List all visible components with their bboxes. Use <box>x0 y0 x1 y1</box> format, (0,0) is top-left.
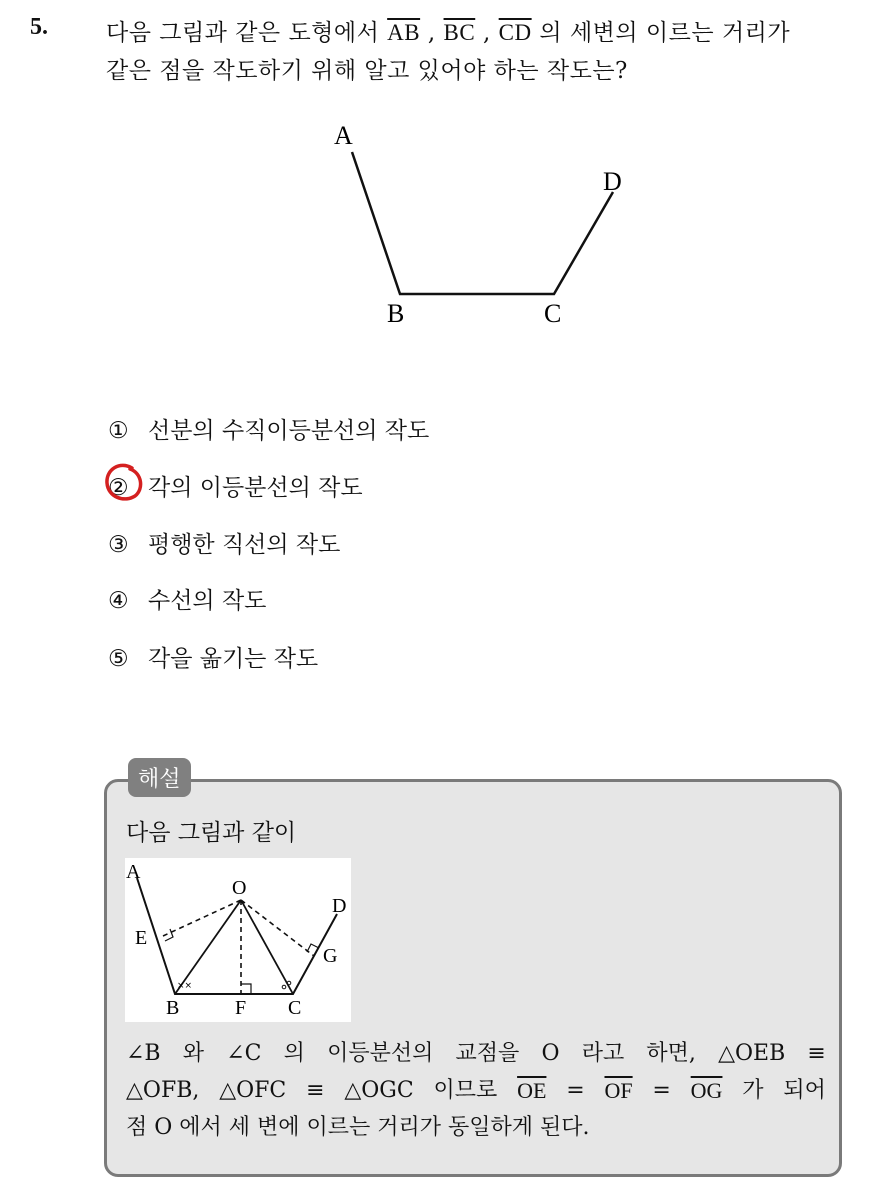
label-e: E <box>135 927 148 949</box>
question-number: 5. <box>30 14 48 40</box>
label-o: O <box>232 877 247 899</box>
label-d: D <box>603 167 622 196</box>
word: 이므로 <box>433 1078 498 1103</box>
choice-number: ④ <box>108 588 129 614</box>
angle-mark-c1 <box>282 985 286 989</box>
label-b: B <box>387 299 405 328</box>
word: △OFC <box>219 1078 287 1103</box>
right-angle-f <box>241 984 251 994</box>
choice-number: ③ <box>108 532 129 558</box>
choice-1[interactable] <box>108 412 429 445</box>
label-a: A <box>334 121 353 150</box>
choice-number: ② <box>108 475 129 501</box>
word: 와 <box>182 1041 205 1066</box>
label-d: D <box>332 895 347 917</box>
word: ∠B <box>126 1041 161 1066</box>
angle-mark-b: ×× <box>177 981 193 991</box>
segment-cd: $\overline{CD}$ <box>498 20 532 45</box>
separator: , <box>475 20 499 46</box>
solution-figure <box>125 858 351 1022</box>
question-text <box>106 14 866 90</box>
dashed-og <box>241 900 314 956</box>
question-line-1 <box>106 14 866 52</box>
choice-text: 평행한 직선의 작도 <box>148 532 341 558</box>
word: 교점을 <box>455 1041 520 1066</box>
polyline-abcd <box>352 152 613 294</box>
figure-polyline-abcd <box>320 110 640 340</box>
label-g: G <box>323 945 338 967</box>
solution-line-2 <box>126 1072 826 1109</box>
word: △OFB, <box>126 1078 200 1103</box>
word: △OEB <box>718 1041 786 1066</box>
question-line1-post: 의 세변의 이르는 거리가 <box>531 20 791 46</box>
equals-sign: = <box>566 1078 585 1103</box>
word: ≡ <box>306 1078 325 1103</box>
word: △OGC <box>344 1078 414 1103</box>
segment-og: $\overline{OG}$ <box>690 1078 723 1103</box>
question-line-2: 같은 점을 작도하기 위해 알고 있어야 하는 작도는? <box>106 58 628 84</box>
segment-bc: $\overline{BC}$ <box>443 20 476 45</box>
choice-5[interactable] <box>108 640 318 673</box>
word: ∠C <box>226 1041 262 1066</box>
solution-body <box>126 1035 826 1146</box>
line-oc <box>241 900 293 994</box>
word: 가 <box>742 1078 764 1103</box>
choice-text: 선분의 수직이등분선의 작도 <box>148 418 430 444</box>
segment-ab: $\overline{AB}$ <box>387 20 421 45</box>
equals-sign: = <box>652 1078 671 1103</box>
separator: , <box>420 20 444 46</box>
word: 의 <box>283 1041 305 1066</box>
word: 되어 <box>783 1078 826 1103</box>
word: 하면, <box>646 1041 696 1066</box>
choice-text: 각의 이등분선의 작도 <box>148 475 363 501</box>
label-c: C <box>288 997 302 1019</box>
word: O <box>541 1041 560 1066</box>
segment-oe: $\overline{OE}$ <box>517 1078 547 1103</box>
label-f: F <box>235 997 247 1019</box>
label-c: C <box>544 299 562 328</box>
word: ≡ <box>807 1041 826 1066</box>
label-b: B <box>166 997 180 1019</box>
answer-circle-mark <box>102 461 146 505</box>
solution-line-3: 점 O 에서 세 변에 이르는 거리가 동일하게 된다. <box>126 1115 590 1140</box>
choice-text: 수선의 작도 <box>148 588 267 614</box>
choice-2[interactable] <box>108 469 363 502</box>
word: 라고 <box>581 1041 625 1066</box>
label-a: A <box>126 861 141 883</box>
choice-text: 각을 옮기는 작도 <box>148 646 319 672</box>
choice-number: ① <box>108 418 129 444</box>
segment-of: $\overline{OF}$ <box>604 1078 633 1103</box>
choice-4[interactable] <box>108 582 266 615</box>
word: 이등분선의 <box>327 1041 434 1066</box>
solution-line-1 <box>126 1035 826 1072</box>
question-line1-pre: 다음 그림과 같은 도형에서 <box>106 20 388 46</box>
solution-tag: 해설 <box>128 758 191 797</box>
choice-number: ⑤ <box>108 646 129 672</box>
line-ob <box>175 900 241 994</box>
solution-title: 다음 그림과 같이 <box>126 820 297 846</box>
choice-3[interactable] <box>108 526 340 559</box>
